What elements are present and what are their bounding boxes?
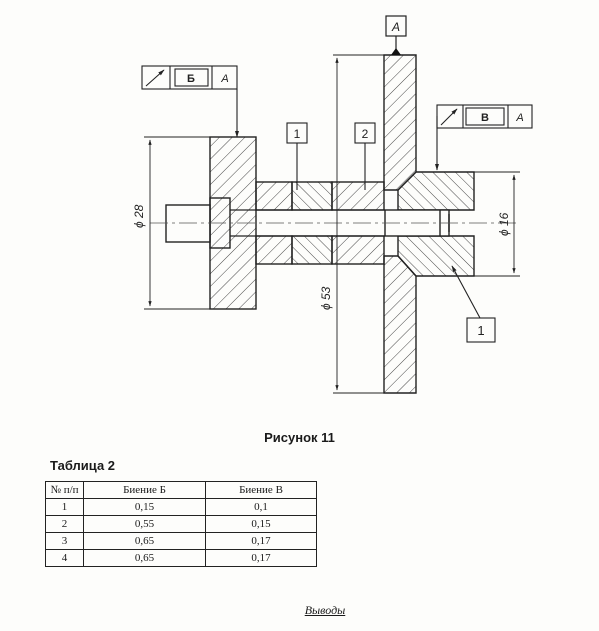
runout-table: [45, 481, 317, 567]
dim-d28-label: ϕ 28: [132, 204, 146, 228]
table-row: [46, 499, 317, 516]
dim-d53-label: ϕ 53: [319, 286, 333, 310]
cell-runout-b: 0,15: [84, 499, 206, 516]
cell-runout-b: 0,55: [84, 516, 206, 533]
figure-caption: Рисунок 11: [264, 430, 335, 445]
datum-a-label: А: [391, 20, 401, 34]
cell-number: 3: [46, 533, 84, 550]
header-runout-b: Биение Б: [84, 482, 206, 499]
dimension-d53: [333, 55, 384, 393]
table-header-row: [46, 482, 317, 499]
cell-number: 1: [46, 499, 84, 516]
frame-right-ref: А: [516, 112, 524, 124]
frame-left-datum: Б: [187, 73, 195, 85]
table-title: Таблица 2: [50, 458, 116, 473]
conclusions-heading: Выводы: [304, 603, 346, 617]
callout-1-bottom: [452, 266, 495, 342]
callout-1-bottom-label: 1: [477, 323, 485, 338]
frame-right-datum: В: [481, 112, 489, 124]
cell-runout-b: 0,65: [84, 550, 206, 567]
dim-d16-label: ϕ 16: [497, 212, 511, 236]
cell-number: 4: [46, 550, 84, 567]
frame-left-ref: А: [221, 73, 229, 85]
cell-runout-b: 0,65: [84, 533, 206, 550]
cell-runout-v: 0,17: [206, 533, 317, 550]
callout-1-top-label: 1: [293, 127, 301, 141]
header-number: № п/п: [46, 482, 84, 499]
cell-runout-v: 0,17: [206, 550, 317, 567]
header-runout-v: Биение В: [206, 482, 317, 499]
cell-number: 2: [46, 516, 84, 533]
table-row: [46, 550, 317, 567]
table-row: [46, 533, 317, 550]
cell-runout-v: 0,15: [206, 516, 317, 533]
cell-runout-v: 0,1: [206, 499, 317, 516]
table-row: [46, 516, 317, 533]
callout-2-top-label: 2: [361, 127, 369, 141]
